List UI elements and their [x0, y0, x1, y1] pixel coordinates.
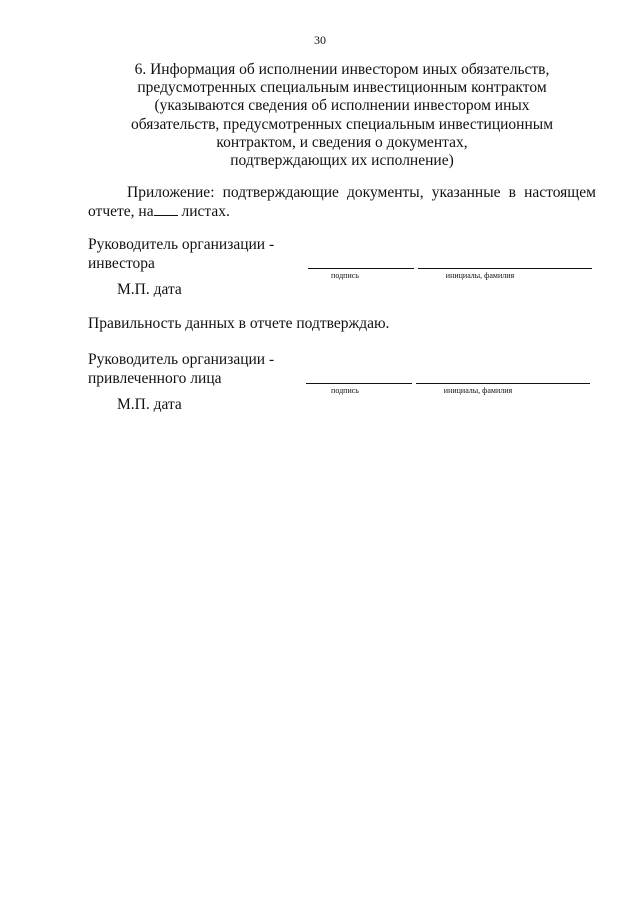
- attachment-line-2: [88, 203, 596, 222]
- heading-line: (указываются сведения об исполнении инвестором иных: [154, 97, 530, 115]
- confirmation-text: Правильность данных в отчете подтверждаю.: [88, 315, 390, 332]
- investor-name-caption: инициалы, фамилия: [445, 271, 515, 280]
- investor-stamp-date: М.П. дата: [117, 281, 182, 298]
- investor-role-line-1: Руководитель организации -: [88, 236, 275, 253]
- attachment-line-1: [88, 184, 596, 203]
- section-heading: [88, 61, 596, 170]
- investor-name-line: [418, 268, 592, 269]
- page-number: 30: [314, 33, 326, 47]
- heading-line: подтверждающих их исполнение): [230, 152, 454, 170]
- investor-role-line-2: инвестора: [88, 255, 155, 272]
- involved-signature-line: [306, 383, 412, 384]
- attachment-text-before: отчете, на: [88, 202, 154, 220]
- involved-role-line-2: привлеченного лица: [88, 370, 222, 387]
- attachment-word: документы,: [347, 184, 424, 201]
- investor-signature-line: [308, 268, 414, 269]
- involved-role-line-1: Руководитель организации -: [88, 351, 275, 368]
- attachment-word: в: [508, 184, 516, 201]
- heading-line: предусмотренных специальным инвестиционным контрактом: [137, 79, 547, 97]
- heading-line: контрактом, и сведения о документах,: [216, 133, 468, 151]
- involved-name-caption: инициалы, фамилия: [443, 386, 513, 395]
- attachment-word: указанные: [431, 184, 501, 201]
- involved-signature-caption: подпись: [331, 386, 359, 395]
- sheet-count-blank: [154, 203, 178, 216]
- investor-signature-caption: подпись: [331, 271, 359, 280]
- heading-line: обязательств, предусмотренных специальным инвестиционным: [130, 115, 553, 133]
- attachment-word: Приложение:: [127, 184, 215, 201]
- heading-line: 6. Информация об исполнении инвестором иных обязательств,: [134, 61, 550, 78]
- attachment-word: подтверждающие: [222, 184, 339, 201]
- involved-name-line: [416, 383, 590, 384]
- involved-stamp-date: М.П. дата: [117, 396, 182, 413]
- attachment-word: настоящем: [524, 184, 596, 201]
- attachment-paragraph: [88, 184, 596, 221]
- attachment-text-after: листах.: [177, 202, 230, 220]
